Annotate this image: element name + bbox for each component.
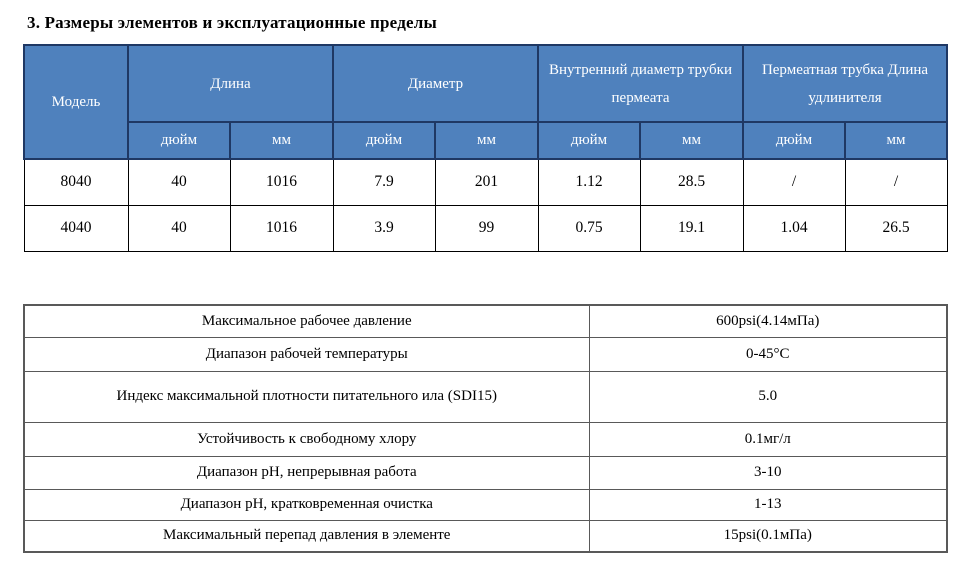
section-heading: 3. Размеры элементов и эксплуатационные пределы	[27, 13, 437, 32]
data-cell: 40	[128, 205, 230, 251]
table-row	[24, 422, 947, 456]
data-cell: 28.5	[640, 159, 743, 205]
limit-value-cell: 0-45°C	[589, 337, 947, 371]
header-cell-extension-length: Пермеатная трубка Длина удлинителя	[743, 45, 947, 122]
limit-value-cell: 15psi(0.1мПа)	[589, 520, 947, 552]
data-cell: 99	[435, 205, 538, 251]
limit-value-cell: 600psi(4.14мПа)	[589, 305, 947, 337]
dimensions-header-row	[24, 45, 947, 122]
data-cell: 19.1	[640, 205, 743, 251]
data-cell: 0.75	[538, 205, 640, 251]
limit-value-cell: 3-10	[589, 456, 947, 489]
header-cell-model: Модель	[24, 45, 128, 159]
data-cell: 40	[128, 159, 230, 205]
table-row	[24, 337, 947, 371]
data-cell: 1016	[230, 205, 333, 251]
data-cell: 26.5	[845, 205, 947, 251]
dimensions-units-row	[24, 122, 947, 159]
unit-cell-mm: мм	[435, 122, 538, 159]
limit-label-cell: Диапазон pH, кратковременная очистка	[24, 489, 589, 520]
table-row-8040	[24, 159, 947, 205]
model-cell: 8040	[24, 159, 128, 205]
header-cell-permeate-tube-id: Внутренний диаметр трубки пермеата	[538, 45, 743, 122]
table-row	[24, 371, 947, 422]
limit-label-cell: Индекс максимальной плотности питательного ила (SDI15)	[24, 371, 589, 422]
table-row	[24, 520, 947, 552]
unit-cell-mm: мм	[640, 122, 743, 159]
table-row	[24, 456, 947, 489]
table-row	[24, 489, 947, 520]
unit-cell-inch: дюйм	[743, 122, 845, 159]
operating-limits-table	[23, 304, 948, 553]
limit-value-cell: 5.0	[589, 371, 947, 422]
table-row	[24, 305, 947, 337]
data-cell: 3.9	[333, 205, 435, 251]
header-cell-diameter: Диаметр	[333, 45, 538, 122]
limit-value-cell: 0.1мг/л	[589, 422, 947, 456]
unit-cell-inch: дюйм	[538, 122, 640, 159]
dimensions-table	[23, 44, 948, 252]
limit-label-cell: Максимальное рабочее давление	[24, 305, 589, 337]
data-cell: 1.04	[743, 205, 845, 251]
data-cell: /	[845, 159, 947, 205]
data-cell: 7.9	[333, 159, 435, 205]
data-cell: 1016	[230, 159, 333, 205]
unit-cell-mm: мм	[845, 122, 947, 159]
limit-label-cell: Максимальный перепад давления в элементе	[24, 520, 589, 552]
limit-value-cell: 1-13	[589, 489, 947, 520]
data-cell: /	[743, 159, 845, 205]
model-cell: 4040	[24, 205, 128, 251]
unit-cell-inch: дюйм	[128, 122, 230, 159]
data-cell: 1.12	[538, 159, 640, 205]
unit-cell-mm: мм	[230, 122, 333, 159]
limit-label-cell: Устойчивость к свободному хлору	[24, 422, 589, 456]
limit-label-cell: Диапазон pH, непрерывная работа	[24, 456, 589, 489]
data-cell: 201	[435, 159, 538, 205]
limit-label-cell: Диапазон рабочей температуры	[24, 337, 589, 371]
table-row-4040	[24, 205, 947, 251]
header-cell-length: Длина	[128, 45, 333, 122]
unit-cell-inch: дюйм	[333, 122, 435, 159]
